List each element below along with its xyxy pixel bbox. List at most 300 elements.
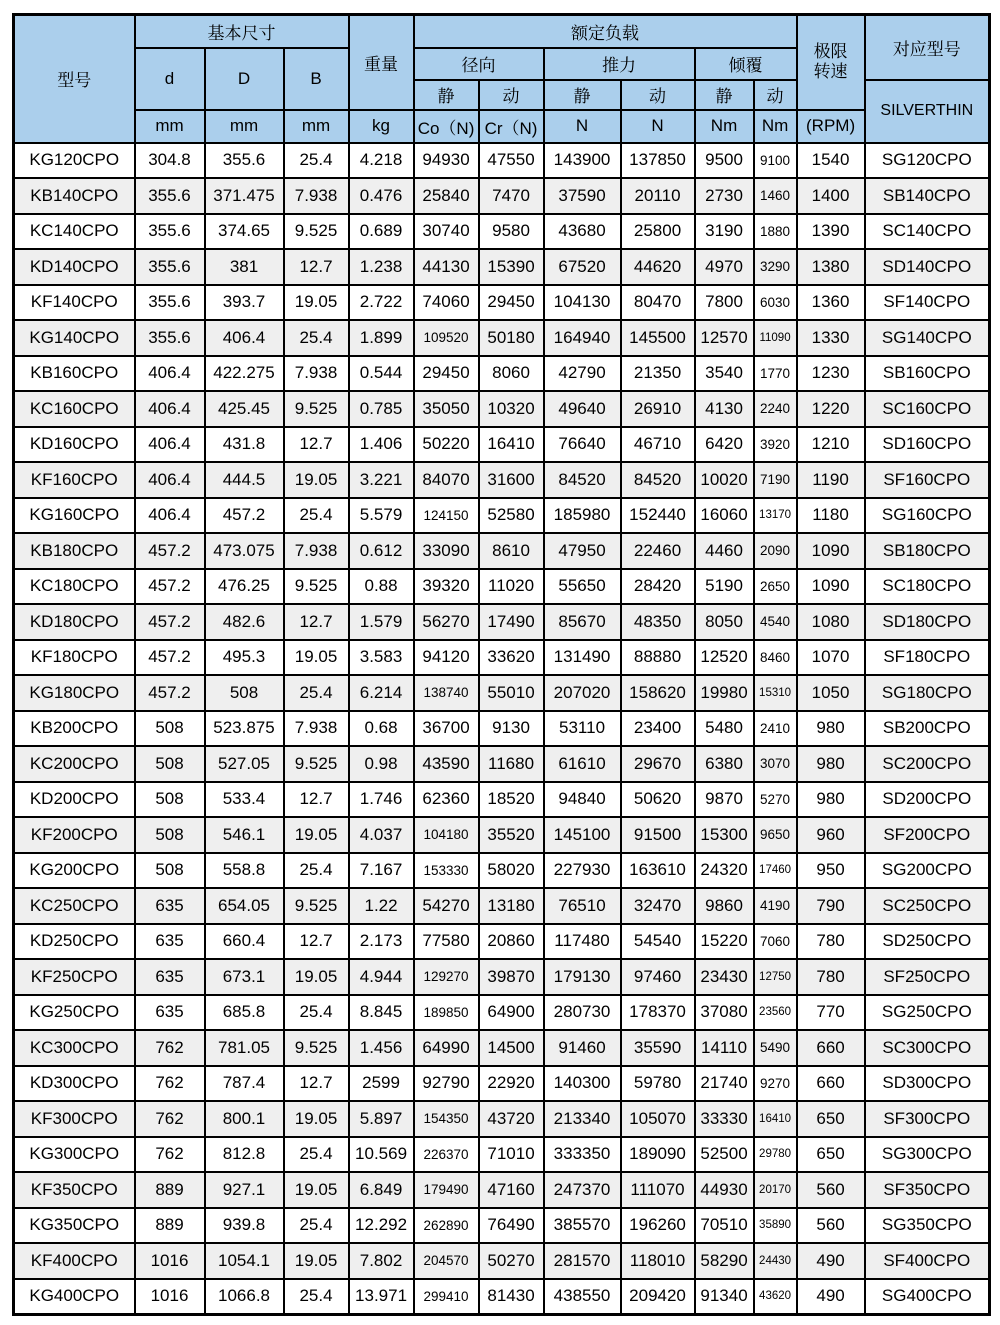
data-cell: 140300	[544, 1066, 621, 1102]
data-cell: 393.7	[205, 285, 284, 321]
data-cell: 7190	[754, 462, 797, 498]
data-cell: 790	[797, 888, 865, 924]
data-cell: 4540	[754, 604, 797, 640]
data-cell: 131490	[544, 640, 621, 676]
data-cell: 19.05	[284, 640, 349, 676]
data-cell: 1080	[797, 604, 865, 640]
data-cell: 0.476	[349, 178, 414, 214]
data-cell: 2240	[754, 391, 797, 427]
data-cell: 19.05	[284, 462, 349, 498]
data-cell: 7.938	[284, 356, 349, 392]
data-cell: 1190	[797, 462, 865, 498]
model-cell: KG400CPO	[14, 1279, 135, 1315]
data-cell: 50180	[479, 320, 544, 356]
data-cell: 12.7	[284, 427, 349, 463]
data-cell: 20110	[621, 178, 695, 214]
data-cell: 422.275	[205, 356, 284, 392]
data-cell: 2650	[754, 569, 797, 605]
data-cell: 25840	[414, 178, 479, 214]
table-row	[14, 391, 990, 427]
model-cell: KC300CPO	[14, 1030, 135, 1066]
data-cell: 523.875	[205, 711, 284, 747]
data-cell: 77580	[414, 924, 479, 960]
table-row	[14, 285, 990, 321]
data-cell: 1090	[797, 533, 865, 569]
data-cell: 6380	[695, 746, 754, 782]
data-cell: 1330	[797, 320, 865, 356]
data-cell: 33620	[479, 640, 544, 676]
silverthin-model-cell: SB200CPO	[865, 711, 990, 747]
silverthin-model-cell: SD250CPO	[865, 924, 990, 960]
data-cell: 11090	[754, 320, 797, 356]
table-row	[14, 143, 990, 179]
data-cell: 25.4	[284, 320, 349, 356]
silverthin-model-cell: SC180CPO	[865, 569, 990, 605]
data-cell: 381	[205, 249, 284, 285]
model-cell: KD250CPO	[14, 924, 135, 960]
data-cell: 3.583	[349, 640, 414, 676]
data-cell: 1.899	[349, 320, 414, 356]
data-cell: 2730	[695, 178, 754, 214]
silverthin-model-cell: SG200CPO	[865, 853, 990, 889]
bearing-spec-table	[12, 13, 991, 1316]
data-cell: 29450	[414, 356, 479, 392]
data-cell: 4.218	[349, 143, 414, 179]
data-cell: 960	[797, 817, 865, 853]
data-cell: 25.4	[284, 1279, 349, 1315]
data-cell: 9.525	[284, 569, 349, 605]
data-cell: 406.4	[135, 462, 205, 498]
data-cell: 15300	[695, 817, 754, 853]
header-weight: 重量	[349, 15, 414, 110]
data-cell: 438550	[544, 1279, 621, 1315]
data-cell: 281570	[544, 1243, 621, 1279]
data-cell: 163610	[621, 853, 695, 889]
table-row	[14, 1101, 990, 1137]
header-silverthin: SILVERTHIN	[865, 80, 990, 143]
model-cell: KF400CPO	[14, 1243, 135, 1279]
data-cell: 71010	[479, 1137, 544, 1173]
table-row	[14, 853, 990, 889]
data-cell: 939.8	[205, 1208, 284, 1244]
data-cell: 94120	[414, 640, 479, 676]
data-cell: 558.8	[205, 853, 284, 889]
data-cell: 4130	[695, 391, 754, 427]
data-cell: 8.845	[349, 995, 414, 1031]
header-unit-co-n: Co（N)	[414, 110, 479, 143]
data-cell: 26910	[621, 391, 695, 427]
header-thrust-dynamic: 动	[621, 80, 695, 110]
data-cell: 9860	[695, 888, 754, 924]
data-cell: 635	[135, 888, 205, 924]
data-cell: 660	[797, 1066, 865, 1102]
data-cell: 374.65	[205, 214, 284, 250]
silverthin-model-cell: SG250CPO	[865, 995, 990, 1031]
data-cell: 546.1	[205, 817, 284, 853]
data-cell: 508	[135, 746, 205, 782]
data-cell: 7060	[754, 924, 797, 960]
data-cell: 635	[135, 995, 205, 1031]
silverthin-model-cell: SF200CPO	[865, 817, 990, 853]
data-cell: 11020	[479, 569, 544, 605]
data-cell: 19.05	[284, 285, 349, 321]
data-cell: 425.45	[205, 391, 284, 427]
model-cell: KG140CPO	[14, 320, 135, 356]
model-cell: KF300CPO	[14, 1101, 135, 1137]
data-cell: 457.2	[135, 604, 205, 640]
data-cell: 164940	[544, 320, 621, 356]
data-cell: 189850	[414, 995, 479, 1031]
data-cell: 12.7	[284, 924, 349, 960]
data-cell: 12.7	[284, 604, 349, 640]
data-cell: 15390	[479, 249, 544, 285]
data-cell: 12.7	[284, 249, 349, 285]
data-cell: 385570	[544, 1208, 621, 1244]
silverthin-model-cell: SD140CPO	[865, 249, 990, 285]
data-cell: 8050	[695, 604, 754, 640]
model-cell: KF350CPO	[14, 1172, 135, 1208]
data-cell: 800.1	[205, 1101, 284, 1137]
data-cell: 10020	[695, 462, 754, 498]
data-cell: 371.475	[205, 178, 284, 214]
model-cell: KD200CPO	[14, 782, 135, 818]
table-body	[14, 143, 990, 1315]
header-limit-speed-line2: 转速	[813, 62, 848, 82]
data-cell: 59780	[621, 1066, 695, 1102]
data-cell: 9.525	[284, 888, 349, 924]
header-rated-load: 额定负载	[414, 15, 797, 48]
data-cell: 39870	[479, 959, 544, 995]
data-cell: 650	[797, 1137, 865, 1173]
table-row	[14, 533, 990, 569]
data-cell: 9650	[754, 817, 797, 853]
data-cell: 1210	[797, 427, 865, 463]
data-cell: 94840	[544, 782, 621, 818]
data-cell: 4.037	[349, 817, 414, 853]
data-cell: 473.075	[205, 533, 284, 569]
model-cell: KG300CPO	[14, 1137, 135, 1173]
data-cell: 5480	[695, 711, 754, 747]
data-cell: 44930	[695, 1172, 754, 1208]
header-unit-thrust-dynamic-n: N	[621, 110, 695, 143]
data-cell: 889	[135, 1172, 205, 1208]
data-cell: 508	[135, 853, 205, 889]
data-cell: 980	[797, 782, 865, 818]
data-cell: 9130	[479, 711, 544, 747]
header-D: D	[205, 48, 284, 110]
data-cell: 1230	[797, 356, 865, 392]
data-cell: 80470	[621, 285, 695, 321]
data-cell: 153330	[414, 853, 479, 889]
data-cell: 7.938	[284, 533, 349, 569]
silverthin-model-cell: SF350CPO	[865, 1172, 990, 1208]
table-row	[14, 569, 990, 605]
data-cell: 9870	[695, 782, 754, 818]
data-cell: 12570	[695, 320, 754, 356]
silverthin-model-cell: SF300CPO	[865, 1101, 990, 1137]
header-model: 型号	[14, 15, 135, 143]
data-cell: 457.2	[135, 569, 205, 605]
silverthin-model-cell: SF250CPO	[865, 959, 990, 995]
model-cell: KC200CPO	[14, 746, 135, 782]
data-cell: 8610	[479, 533, 544, 569]
data-cell: 42790	[544, 356, 621, 392]
data-cell: 29670	[621, 746, 695, 782]
silverthin-model-cell: SD180CPO	[865, 604, 990, 640]
table-row	[14, 995, 990, 1031]
data-cell: 1016	[135, 1279, 205, 1315]
table-row	[14, 1137, 990, 1173]
data-cell: 508	[135, 817, 205, 853]
table-row	[14, 1279, 990, 1315]
data-cell: 226370	[414, 1137, 479, 1173]
data-cell: 780	[797, 959, 865, 995]
data-cell: 7.938	[284, 178, 349, 214]
data-cell: 21350	[621, 356, 695, 392]
header-limit-speed	[797, 15, 865, 110]
silverthin-model-cell: SD300CPO	[865, 1066, 990, 1102]
data-cell: 50270	[479, 1243, 544, 1279]
table-row	[14, 1066, 990, 1102]
data-cell: 5.897	[349, 1101, 414, 1137]
data-cell: 7800	[695, 285, 754, 321]
data-cell: 3070	[754, 746, 797, 782]
data-cell: 158620	[621, 675, 695, 711]
data-cell: 355.6	[135, 320, 205, 356]
data-cell: 1054.1	[205, 1243, 284, 1279]
data-cell: 35590	[621, 1030, 695, 1066]
model-cell: KC140CPO	[14, 214, 135, 250]
data-cell: 14500	[479, 1030, 544, 1066]
data-cell: 64990	[414, 1030, 479, 1066]
data-cell: 31600	[479, 462, 544, 498]
data-cell: 12520	[695, 640, 754, 676]
data-cell: 64900	[479, 995, 544, 1031]
model-cell: KD140CPO	[14, 249, 135, 285]
header-thrust: 推力	[544, 48, 695, 80]
data-cell: 495.3	[205, 640, 284, 676]
data-cell: 889	[135, 1208, 205, 1244]
model-cell: KB180CPO	[14, 533, 135, 569]
data-cell: 508	[135, 711, 205, 747]
model-cell: KG200CPO	[14, 853, 135, 889]
model-cell: KF160CPO	[14, 462, 135, 498]
data-cell: 762	[135, 1030, 205, 1066]
data-cell: 787.4	[205, 1066, 284, 1102]
data-cell: 67520	[544, 249, 621, 285]
data-cell: 299410	[414, 1279, 479, 1315]
data-cell: 32470	[621, 888, 695, 924]
silverthin-model-cell: SB180CPO	[865, 533, 990, 569]
table-row	[14, 675, 990, 711]
header-unit-B-mm: mm	[284, 110, 349, 143]
data-cell: 22460	[621, 533, 695, 569]
data-cell: 24320	[695, 853, 754, 889]
data-cell: 36700	[414, 711, 479, 747]
data-cell: 1880	[754, 214, 797, 250]
data-cell: 762	[135, 1101, 205, 1137]
data-cell: 3190	[695, 214, 754, 250]
data-cell: 9270	[754, 1066, 797, 1102]
data-cell: 33090	[414, 533, 479, 569]
data-cell: 1066.8	[205, 1279, 284, 1315]
data-cell: 0.612	[349, 533, 414, 569]
data-cell: 29450	[479, 285, 544, 321]
silverthin-model-cell: SG180CPO	[865, 675, 990, 711]
data-cell: 209420	[621, 1279, 695, 1315]
data-cell: 17490	[479, 604, 544, 640]
data-cell: 25.4	[284, 1208, 349, 1244]
data-cell: 47160	[479, 1172, 544, 1208]
data-cell: 355.6	[135, 249, 205, 285]
data-cell: 0.98	[349, 746, 414, 782]
table-row	[14, 888, 990, 924]
model-cell: KC250CPO	[14, 888, 135, 924]
data-cell: 1070	[797, 640, 865, 676]
data-cell: 15310	[754, 675, 797, 711]
data-cell: 52500	[695, 1137, 754, 1173]
data-cell: 660.4	[205, 924, 284, 960]
data-cell: 85670	[544, 604, 621, 640]
data-cell: 560	[797, 1208, 865, 1244]
data-cell: 12.7	[284, 1066, 349, 1102]
data-cell: 3920	[754, 427, 797, 463]
data-cell: 19.05	[284, 1101, 349, 1137]
data-cell: 20860	[479, 924, 544, 960]
data-cell: 213340	[544, 1101, 621, 1137]
data-cell: 39320	[414, 569, 479, 605]
silverthin-model-cell: SG400CPO	[865, 1279, 990, 1315]
data-cell: 15220	[695, 924, 754, 960]
data-cell: 9500	[695, 143, 754, 179]
data-cell: 9.525	[284, 1030, 349, 1066]
header-unit-kg: kg	[349, 110, 414, 143]
data-cell: 137850	[621, 143, 695, 179]
data-cell: 770	[797, 995, 865, 1031]
data-cell: 111070	[621, 1172, 695, 1208]
data-cell: 1.238	[349, 249, 414, 285]
data-cell: 25.4	[284, 143, 349, 179]
data-cell: 46710	[621, 427, 695, 463]
data-cell: 980	[797, 711, 865, 747]
model-cell: KB140CPO	[14, 178, 135, 214]
silverthin-model-cell: SB160CPO	[865, 356, 990, 392]
data-cell: 2090	[754, 533, 797, 569]
silverthin-model-cell: SG350CPO	[865, 1208, 990, 1244]
data-cell: 84070	[414, 462, 479, 498]
header-unit-rpm: (RPM)	[797, 110, 865, 143]
data-cell: 262890	[414, 1208, 479, 1244]
data-cell: 19980	[695, 675, 754, 711]
data-cell: 280730	[544, 995, 621, 1031]
data-cell: 457.2	[205, 498, 284, 534]
data-cell: 635	[135, 959, 205, 995]
data-cell: 5490	[754, 1030, 797, 1066]
model-cell: KC180CPO	[14, 569, 135, 605]
data-cell: 333350	[544, 1137, 621, 1173]
data-cell: 654.05	[205, 888, 284, 924]
silverthin-model-cell: SC200CPO	[865, 746, 990, 782]
data-cell: 406.4	[135, 498, 205, 534]
data-cell: 247370	[544, 1172, 621, 1208]
data-cell: 178370	[621, 995, 695, 1031]
data-cell: 660	[797, 1030, 865, 1066]
header-unit-thrust-static-n: N	[544, 110, 621, 143]
data-cell: 355.6	[135, 214, 205, 250]
data-cell: 227930	[544, 853, 621, 889]
data-cell: 762	[135, 1066, 205, 1102]
data-cell: 84520	[621, 462, 695, 498]
data-cell: 9580	[479, 214, 544, 250]
model-cell: KD300CPO	[14, 1066, 135, 1102]
data-cell: 508	[205, 675, 284, 711]
model-cell: KD180CPO	[14, 604, 135, 640]
data-cell: 2.173	[349, 924, 414, 960]
data-cell: 1.579	[349, 604, 414, 640]
data-cell: 1360	[797, 285, 865, 321]
data-cell: 97460	[621, 959, 695, 995]
data-cell: 23560	[754, 995, 797, 1031]
data-cell: 7.938	[284, 711, 349, 747]
header-tilting-dynamic: 动	[754, 80, 797, 110]
data-cell: 48350	[621, 604, 695, 640]
data-cell: 25.4	[284, 675, 349, 711]
header-radial-dynamic: 动	[479, 80, 544, 110]
data-cell: 685.8	[205, 995, 284, 1031]
header-unit-D-mm: mm	[205, 110, 284, 143]
data-cell: 179130	[544, 959, 621, 995]
data-cell: 781.05	[205, 1030, 284, 1066]
data-cell: 7470	[479, 178, 544, 214]
data-cell: 8460	[754, 640, 797, 676]
data-cell: 44130	[414, 249, 479, 285]
data-cell: 54540	[621, 924, 695, 960]
data-cell: 109520	[414, 320, 479, 356]
data-cell: 204570	[414, 1243, 479, 1279]
data-cell: 508	[135, 782, 205, 818]
model-cell: KF140CPO	[14, 285, 135, 321]
data-cell: 105070	[621, 1101, 695, 1137]
data-cell: 0.689	[349, 214, 414, 250]
data-cell: 117480	[544, 924, 621, 960]
data-cell: 37590	[544, 178, 621, 214]
data-cell: 17460	[754, 853, 797, 889]
data-cell: 1180	[797, 498, 865, 534]
data-cell: 635	[135, 924, 205, 960]
data-cell: 1.22	[349, 888, 414, 924]
table-row	[14, 746, 990, 782]
data-cell: 58020	[479, 853, 544, 889]
data-cell: 91500	[621, 817, 695, 853]
data-cell: 476.25	[205, 569, 284, 605]
table-row	[14, 711, 990, 747]
data-cell: 10320	[479, 391, 544, 427]
data-cell: 457.2	[135, 640, 205, 676]
data-cell: 30740	[414, 214, 479, 250]
data-cell: 145500	[621, 320, 695, 356]
data-cell: 43620	[754, 1279, 797, 1315]
data-cell: 1.746	[349, 782, 414, 818]
data-cell: 56270	[414, 604, 479, 640]
data-cell: 2.722	[349, 285, 414, 321]
data-cell: 185980	[544, 498, 621, 534]
data-cell: 0.88	[349, 569, 414, 605]
data-cell: 35520	[479, 817, 544, 853]
data-cell: 812.8	[205, 1137, 284, 1173]
data-cell: 527.05	[205, 746, 284, 782]
table-row	[14, 1030, 990, 1066]
data-cell: 457.2	[135, 533, 205, 569]
